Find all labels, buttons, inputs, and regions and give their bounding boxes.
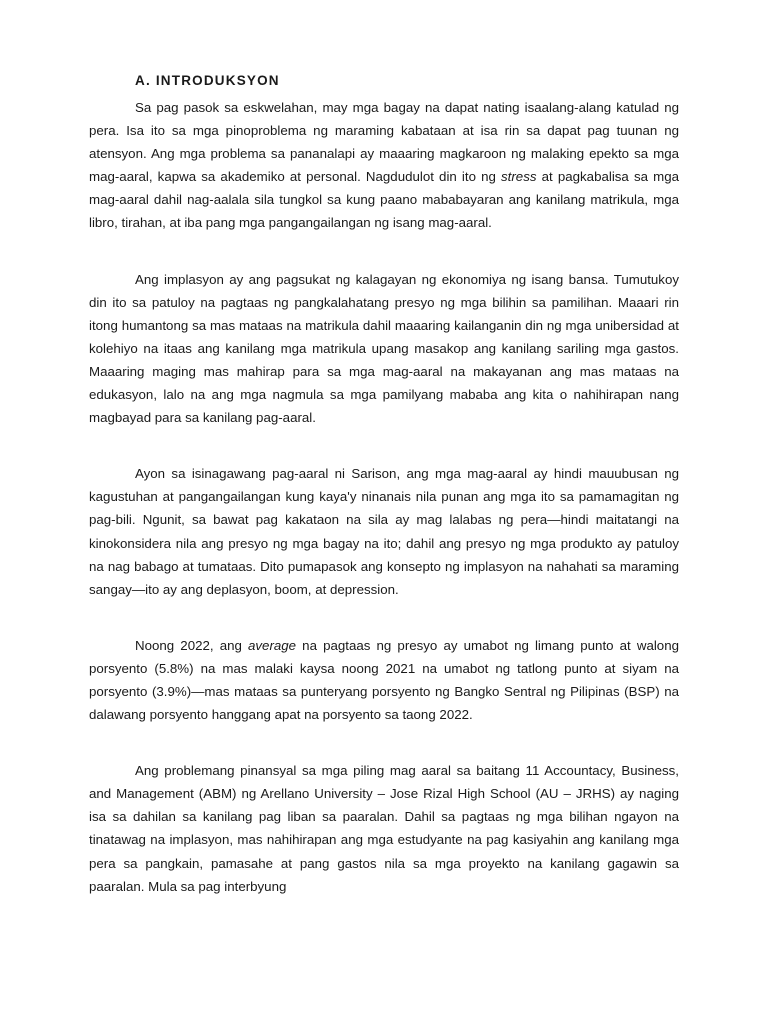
paragraph-4-text-c: na pagtaas ng presyo ay umabot ng limang punto at walong porsyento (5.8%) na mas malaki kaysa noong 2021 na umabot ng tatlong punto at siyam na porsyento (3.9%)—mas mataas sa punteryang porsyento ng Bangko Sentral ng Pilipinas (BSP) na dalawang porsyento hanggang apat na porsyento sa taong 2022.	[89, 637, 679, 723]
paragraph-4-text-a: Noong 2022, ang	[135, 637, 248, 653]
paragraph-4	[89, 634, 679, 726]
paragraph-5: Ang problemang pinansyal sa mga piling mag aaral sa baitang 11 Accountacy, Business, and Management (ABM) ng Arellano University – Jose Rizal High School (AU – JRHS) ay naging isa sa dahilan sa kanilang pag liban sa paaralan. Dahil sa pagtaas ng mga bilihan ngayon na tinatawag na implasyon, mas nahihirapan ang mga estudyante na pag kasiyahin ang kanilang mga pera sa pangkain, pamasahe at pang gastos nila sa mga proyekto na kanilang gagawin sa paaralan. Mula sa pag interbyung	[89, 763, 679, 894]
paragraph-1-text-c: at pagkabalisa sa mga mag-aaral dahil nag-aalala sila tungkol sa kung paano mababayaran ang kanilang matrikula, mga libro, tirahan, at iba pang mga pangangailangan ng isang mag-aaral.	[89, 169, 679, 231]
document-page	[89, 66, 679, 898]
section-heading: A. INTRODUKSYON	[135, 73, 280, 88]
paragraph-1-emphasis: stress	[501, 169, 537, 185]
paragraph-1-text-a: Sa pag pasok sa eskwelahan, may mga bagay na dapat nating isaalang-alang katulad ng pera. Isa ito sa mga pinoproblema ng maraming kabataan at isa rin sa dapat pag tuunan ng atensyon. Ang mga problema sa pananalapi ay maaaring magkaroon ng malaking epekto sa mga mag-aaral, kapwa sa akademiko at personal. Nagdudulot din ito ng	[89, 100, 679, 185]
paragraph-4-emphasis: average	[248, 637, 297, 653]
paragraph-1	[89, 96, 679, 235]
paragraph-3: Ayon sa isinagawang pag-aaral ni Sarison, ang mga mag-aaral ay hindi mauubusan ng kagustuhan at pangangailangan kung kaya'y ninanais nila punan ang mga ito sa pamamagitan ng pag-bili. Ngunit, sa bawat pag kakataon na sila ay mag lalabas ng pera—hindi maitatangi na kinokonsidera nila ang presyo ng mga bagay na ito; dahil ang presyo ng mga produkto ay patuloy na nag babago at tumataas. Dito pumapasok ang konsepto ng implasyon na nahahati sa maraming sangay—ito ay ang deplasyon, boom, at depression.	[89, 466, 679, 597]
paragraph-2: Ang implasyon ay ang pagsukat ng kalagayan ng ekonomiya ng isang bansa. Tumutukoy din ito sa patuloy na pagtaas ng pangkalahatang presyo ng mga bilihin sa pamilihan. Maaari rin itong humantong sa mas mataas na matrikula dahil maaaring kailanganin din ng mga unibersidad at kolehiyo na itaas ang kanilang mga matrikula upang masakop ang kanilang sariling mga gastos. Maaaring maging mas mahirap para sa mga mag-aaral na makayanan ang mas mataas na edukasyon, lalo na ang mga nagmula sa mga pamilyang mababa ang kita o nahihirapan nang magbayad para sa kanilang pag-aaral.	[89, 271, 679, 426]
